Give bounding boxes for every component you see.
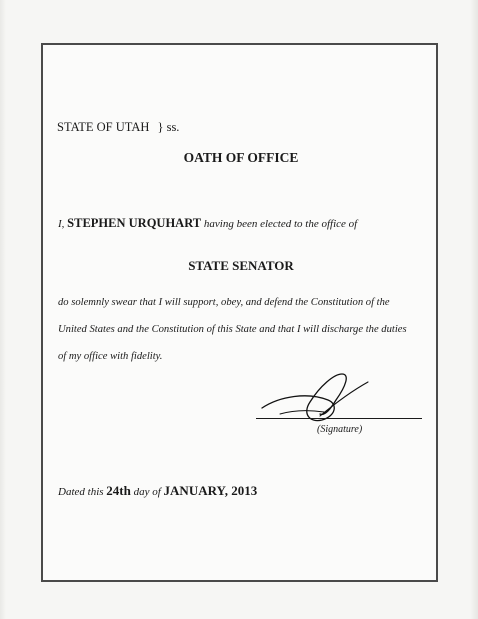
state-name: STATE OF UTAH <box>57 120 150 134</box>
officer-name: STEPHEN URQUHART <box>67 216 202 230</box>
elected-phrase: having been elected to the office of <box>203 218 358 230</box>
signature-label: (Signature) <box>317 424 363 435</box>
oath-line-1: do solemnly swear that I will support, obey, and defend the Constitution of the <box>58 297 390 308</box>
day-of-text: day of <box>133 486 161 498</box>
pronoun: I, <box>58 218 65 230</box>
state-venue <box>57 120 179 135</box>
signature-image <box>250 366 380 426</box>
day-value: 24th <box>106 483 131 498</box>
ss-mark: } ss. <box>157 120 180 134</box>
office-title: STATE SENATOR <box>188 258 294 273</box>
date-statement <box>58 483 257 499</box>
oath-line-3: of my office with fidelity. <box>58 351 163 362</box>
document-title: OATH OF OFFICE <box>183 150 299 165</box>
signature-line <box>256 418 422 419</box>
dated-prefix: Dated this <box>58 486 104 498</box>
officer-statement <box>58 216 357 231</box>
month-year-value: JANUARY, 2013 <box>163 483 258 498</box>
oath-line-2: United States and the Constitution of this State and that I will discharge the duties <box>58 324 407 335</box>
